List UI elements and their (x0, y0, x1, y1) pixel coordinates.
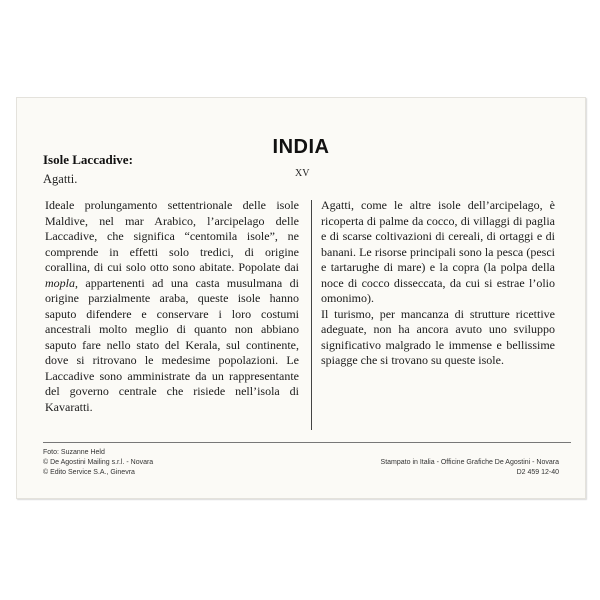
column-divider (311, 200, 312, 430)
footer-rule (43, 442, 571, 443)
right-paragraph-1: Agatti, come le altre isole dell’arcipelago, è ricoperta di palme da cocco, di villaggi di paglia e di scarse coltivazioni di cereali, di ortaggi e di banani. Le risorse principali sono la pesca (pesci e tartarughe di mare) e la copra (la polpa della noce di cocco disseccata, da cui si estrae l’olio omonimo). (321, 198, 555, 305)
subject-heading: Isole Laccadive: (43, 152, 133, 167)
left-text-part1: Ideale prolungamento settentrionale delle isole Maldive, nel mar Arabico, l’arcipelago delle Laccadive, che significa “centomila isole”, ne comprende in effetti solo tredici, di origine corallina, di cui solo otto sono abitate. Popolate dai (45, 198, 299, 274)
print-info (381, 458, 559, 478)
left-text-part2: , appartenenti ad una casta musulmana di origine parzialmente araba, queste isole hanno saputo difendere e conservare i loro costumi ancestrali molto meglio di quanto non abbiano saputo fare nello stato del Kerala, sul continente, dove si ritrovano le medesime popolazioni. Le Laccadive sono amministrate da un rappresentante del governo centrale che risiede nell’isola di Kavaratti. (45, 275, 299, 414)
catalog-code: D2 459 12-40 (516, 469, 559, 476)
card-numeral: XV (295, 168, 310, 179)
postcard-back (16, 97, 586, 499)
printed-in: Stampato in Italia - Officine Grafiche De Agostini - Novara (380, 459, 559, 466)
location-label: Agatti. (43, 172, 78, 186)
right-paragraph-2: Il turismo, per mancanza di strutture ricettive adeguate, non ha ancora avuto uno sviluppo significativo malgrado le immense e bellissime spiagge che si trovano su queste isole. (321, 306, 555, 367)
text-column-left (45, 198, 299, 415)
credits-block (43, 448, 153, 478)
card-title: INDIA (272, 136, 330, 158)
left-text-italic: mopla (45, 275, 75, 290)
credit-mailing: © De Agostini Mailing s.r.l. - Novara (43, 459, 154, 466)
text-column-right (321, 198, 555, 369)
left-paragraph (45, 198, 299, 415)
credit-edito: © Edito Service S.A., Ginevra (43, 469, 135, 476)
credit-photo: Foto: Suzanne Held (43, 449, 105, 456)
